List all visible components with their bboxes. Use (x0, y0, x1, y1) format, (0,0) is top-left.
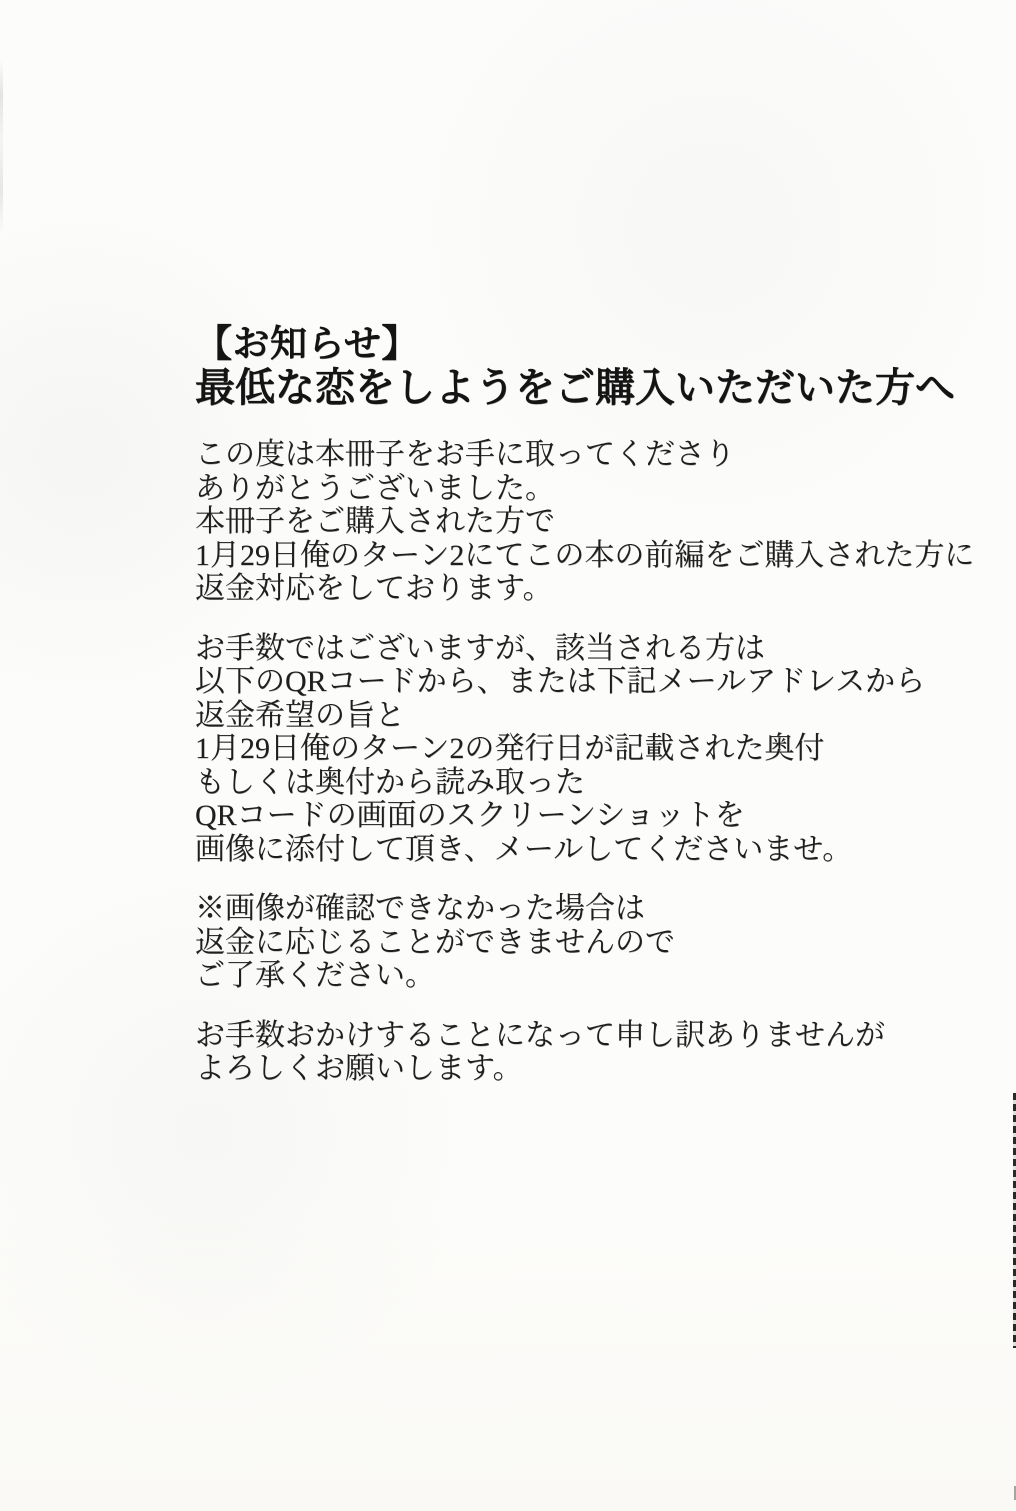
notice-body (195, 438, 1007, 1086)
scan-smudge-artifact (0, 60, 3, 235)
text-line: 画像に添付して頂き、メールしてくださいませ。 (195, 832, 853, 866)
text-line: よろしくお願いします。 (195, 1052, 523, 1085)
text-line: ※画像が確認できなかった場合は (195, 892, 645, 925)
paragraph-refund-instructions (195, 632, 1007, 867)
notice-title-main: 最低な恋をしようをご購入いただいた方へ (195, 365, 955, 410)
text-line: 1月29日俺のターン2にてこの本の前編をご購入された方に (195, 538, 975, 572)
text-line: この度は本冊子をお手に取ってくださり (195, 438, 735, 471)
paragraph-disclaimer (195, 892, 1007, 993)
text-line: 本冊子をご購入された方で (195, 505, 555, 538)
text-line: もしくは奥付から読み取った (195, 765, 585, 799)
text-line: 1月29日俺のターン2の発行日が記載された奥付 (195, 732, 825, 765)
text-line: お手数おかけすることになって申し訳ありませんが (195, 1018, 885, 1052)
text-line: 返金希望の旨と (195, 698, 405, 732)
text-line: QRコードの画面のスクリーンショットを (195, 799, 745, 832)
text-line: 以下のQRコードから、または下記メールアドレスから (195, 665, 926, 698)
text-line: ご了承ください。 (195, 959, 435, 992)
notice-title-bracket: 【お知らせ】 (195, 324, 419, 365)
paragraph-thanks (195, 438, 1007, 606)
paragraph-apology (195, 1019, 1007, 1086)
text-line: 返金対応をしております。 (195, 572, 553, 605)
text-line: お手数ではございますが、該当される方は (195, 631, 765, 665)
notice-section (195, 324, 1007, 1086)
text-line: ありがとうございました。 (195, 471, 555, 505)
text-line: 返金に応じることができませんので (195, 925, 675, 959)
